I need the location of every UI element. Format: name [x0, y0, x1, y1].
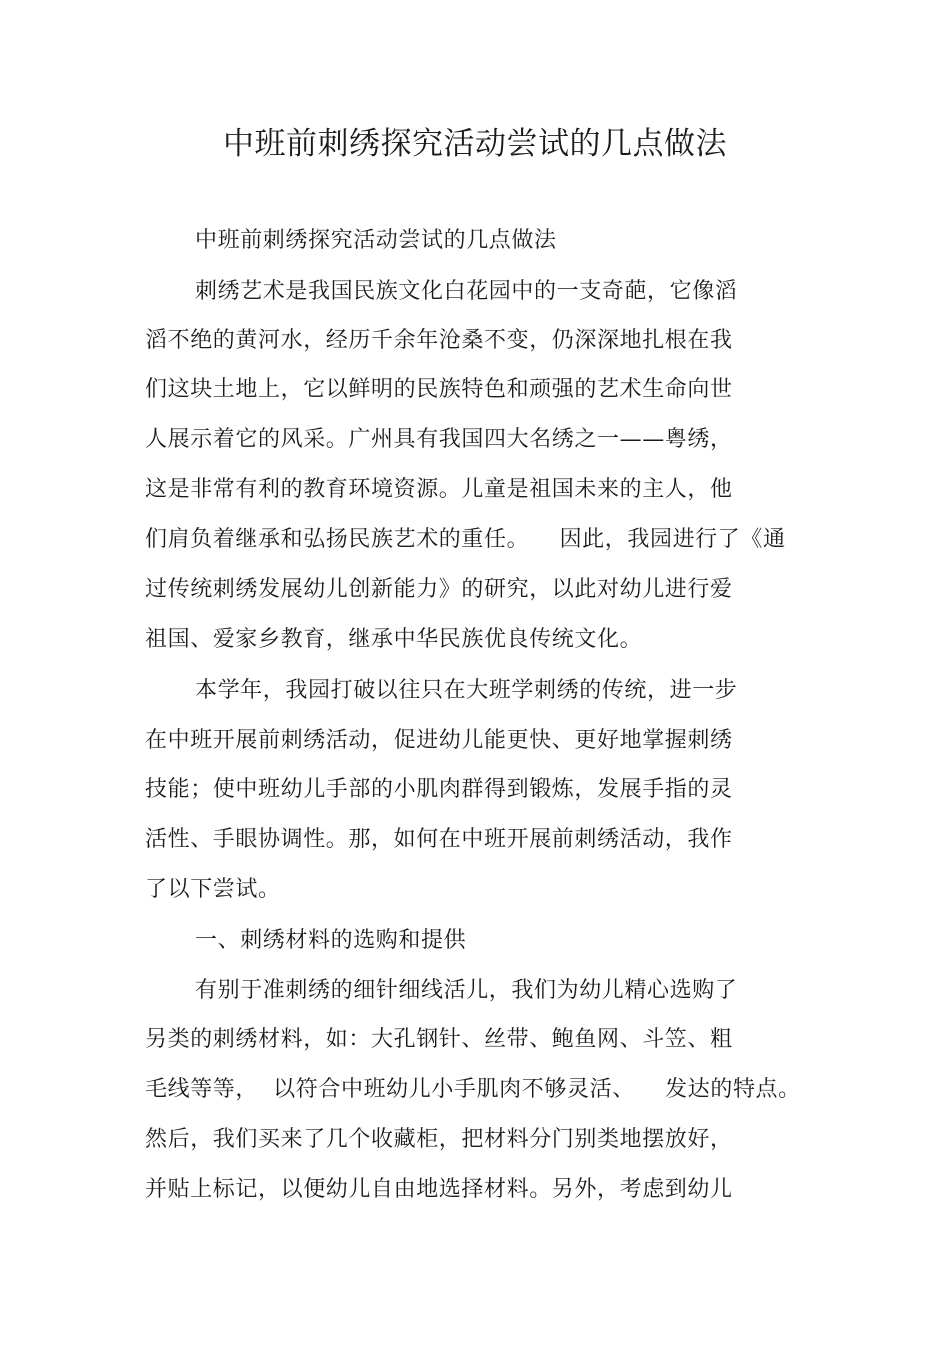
subtitle-line: 中班前刺绣探究活动尝试的几点做法 — [195, 228, 557, 253]
paragraph-1-line-3: 们这块土地上，它以鲜明的民族特色和顽强的艺术生命向世 — [145, 377, 733, 402]
paragraph-1-line-2: 滔不绝的黄河水，经历千余年沧桑不变，仍深深地扎根在我 — [145, 328, 733, 353]
paragraph-2-line-2: 在中班开展前刺绣活动，促进幼儿能更快、更好地掌握刺绣 — [145, 728, 733, 753]
paragraph-1-line-7: 过传统刺绣发展幼儿创新能力》的研究，以此对幼儿进行爱 — [145, 577, 733, 602]
paragraph-2-line-3: 技能；使中班幼儿手部的小肌肉群得到锻炼，发展手指的灵 — [145, 777, 733, 802]
paragraph-3-line-3: 毛线等等， 以符合中班幼儿小手肌肉不够灵活、 发达的特点。 — [145, 1077, 801, 1102]
paragraph-2-line-4: 活性、手眼协调性。那，如何在中班开展前刺绣活动，我作 — [145, 827, 733, 852]
paragraph-3-line-1: 有别于准刺绣的细针细线活儿，我们为幼儿精心选购了 — [195, 978, 738, 1003]
paragraph-3-line-4: 然后，我们买来了几个收藏柜，把材料分门别类地摆放好， — [145, 1127, 733, 1152]
paragraph-3-line-2: 另类的刺绣材料，如：大孔钢针、丝带、鲍鱼网、斗笠、粗 — [145, 1027, 733, 1052]
document-title: 中班前刺绣探究活动尝试的几点做法 — [223, 126, 727, 162]
paragraph-2-line-1: 本学年，我园打破以往只在大班学刺绣的传统，进一步 — [195, 678, 738, 703]
paragraph-1-line-6: 们肩负着继承和弘扬民族艺术的重任。 因此，我园进行了《通 — [145, 527, 786, 552]
paragraph-1-line-5: 这是非常有利的教育环境资源。儿童是祖国未来的主人，他 — [145, 477, 733, 502]
paragraph-1-line-8: 祖国、爱家乡教育，继承中华民族优良传统文化。 — [145, 627, 643, 652]
paragraph-1-line-1: 刺绣艺术是我国民族文化白花园中的一支奇葩，它像滔 — [195, 279, 738, 304]
paragraph-1-line-4: 人展示着它的风采。广州具有我国四大名绣之一——粤绣， — [145, 427, 733, 452]
section-heading-1: 一、刺绣材料的选购和提供 — [195, 928, 467, 953]
paragraph-3-line-5: 并贴上标记，以便幼儿自由地选择材料。另外，考虑到幼儿 — [145, 1177, 733, 1202]
paragraph-2-line-5: 了以下尝试。 — [145, 877, 281, 902]
